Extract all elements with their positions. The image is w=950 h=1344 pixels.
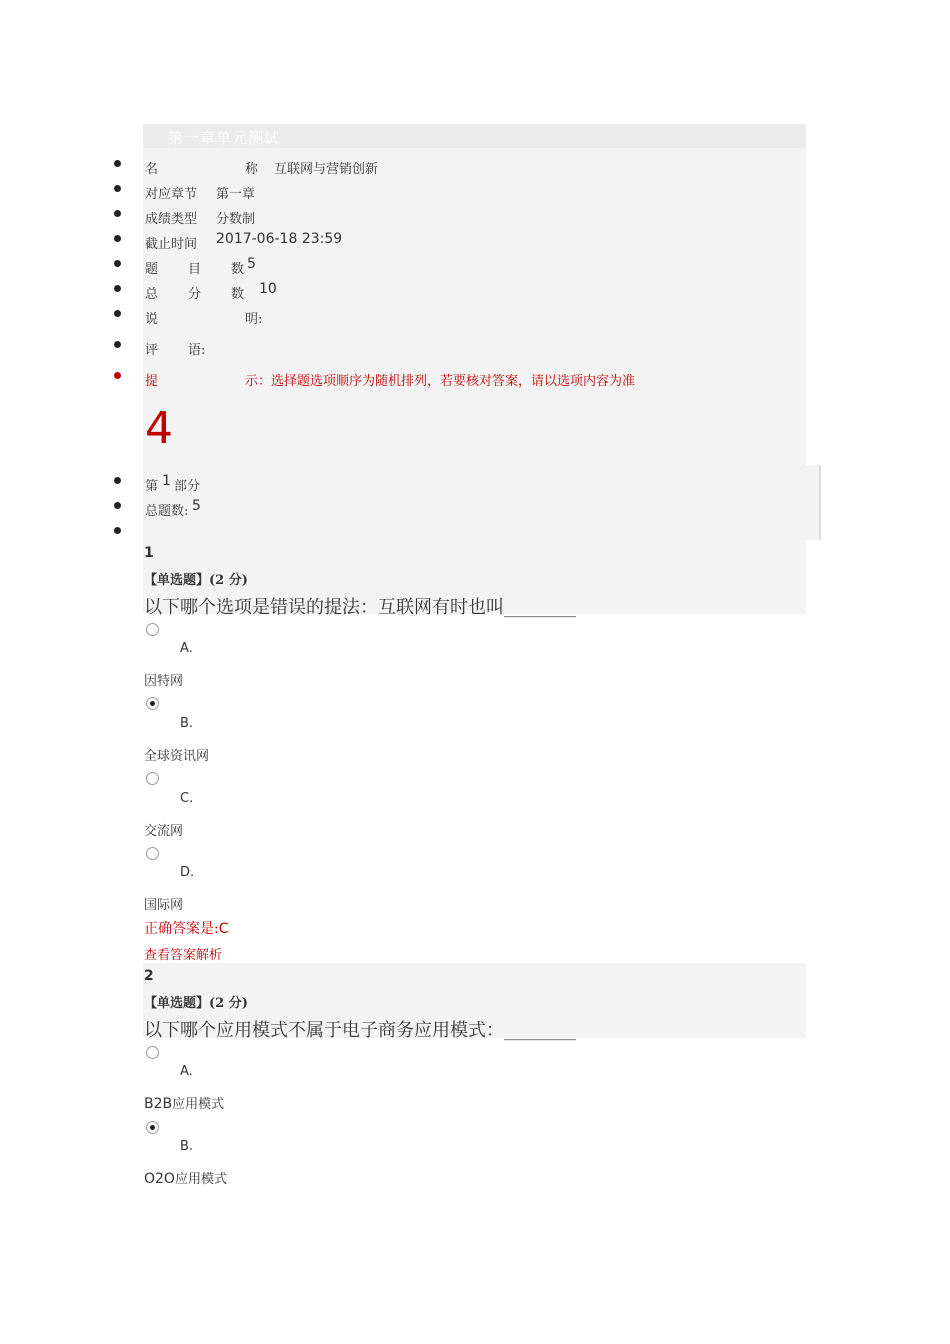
score-panel [143,383,806,465]
option-text-en: O2O [144,1171,175,1187]
option-text: 国际网 [144,898,184,913]
total-questions-label: 总题数: [145,504,189,519]
option-radio-b[interactable] [146,1121,159,1134]
divider [819,465,821,540]
bullet-icon [114,185,121,192]
option-radio-a[interactable] [146,1046,159,1059]
grade-type-label: 成绩类型 [145,212,198,227]
option-text: 全球资讯网 [144,749,210,764]
total-value: 10 [259,281,277,297]
part-suffix: 部分 [174,479,201,494]
option-text: 因特网 [144,674,184,689]
question-type: 【单选题】(2 分) [144,573,248,588]
option-radio-c[interactable] [146,772,159,785]
total-label-1: 总 [145,287,159,302]
correct-answer-value: C [218,921,229,937]
question-stem: 以下哪个应用模式不属于电子商务应用模式：________ [144,1020,576,1041]
deadline-label: 截止时间 [145,237,198,252]
bullet-icon [114,260,121,267]
score-value: 4 [145,403,173,454]
view-analysis-link[interactable]: 查看答案解析 [144,948,223,963]
count-label-2: 目 [188,262,202,277]
option-text [144,1093,224,1112]
desc-label-2: 明: [245,312,263,327]
total-questions-value: 5 [192,498,201,514]
option-radio-d[interactable] [146,847,159,860]
option-radio-a[interactable] [146,623,159,636]
part-prefix: 第 [145,479,159,494]
option-letter: D. [180,865,195,880]
grade-type-value: 分数制 [216,212,256,227]
count-label-1: 题 [145,262,159,277]
option-radio-b[interactable] [146,697,159,710]
total-label-3: 数 [231,287,245,302]
name-value: 互联网与营销创新 [274,162,379,177]
question-stem: 以下哪个选项是错误的提法：互联网有时也叫________ [144,597,576,618]
deadline-value: 2017-06-18 23:59 [216,231,343,247]
option-text: 交流网 [144,824,184,839]
bullet-icon [114,527,121,534]
option-letter: B. [180,1139,194,1154]
question-type: 【单选题】(2 分) [144,996,248,1011]
bullet-icon [114,160,121,167]
comment-label-1: 评 [145,343,159,358]
option-letter: A. [180,1064,193,1079]
correct-answer [144,918,229,938]
question-number: 2 [144,968,154,984]
question-number: 1 [144,545,154,561]
bullet-icon [114,502,121,509]
name-label-2: 称 [245,162,259,177]
chapter-value: 第一章 [216,187,256,202]
count-value: 5 [247,256,256,272]
comment-label-2: 语: [188,343,206,358]
hint-label: 提 [145,374,159,389]
part-number: 1 [162,473,171,489]
option-letter: A. [180,641,193,656]
bullet-icon [114,310,121,317]
option-text-cn: 应用模式 [172,1097,225,1112]
option-text-en: B2B [144,1096,173,1112]
name-label-1: 名 [145,162,159,177]
option-text-cn: 应用模式 [174,1172,227,1187]
desc-label-1: 说 [145,312,159,327]
correct-answer-label: 正确答案是: [144,921,219,937]
section-panel [143,465,819,540]
bullet-icon [114,372,121,379]
bullet-icon [114,285,121,292]
bullet-icon [114,210,121,217]
count-label-3: 数 [231,262,245,277]
option-letter: C. [180,791,194,806]
total-label-2: 分 [188,287,202,302]
option-letter: B. [180,716,194,731]
hint-text: 示：选择题选项顺序为随机排列，若要核对答案，请以选项内容为准 [245,374,636,389]
option-text [144,1168,227,1187]
page-title: 第一章单元测试 [168,129,281,147]
bullet-icon [114,341,121,348]
chapter-label: 对应章节 [145,187,198,202]
bullet-icon [114,235,121,242]
bullet-icon [114,477,121,484]
